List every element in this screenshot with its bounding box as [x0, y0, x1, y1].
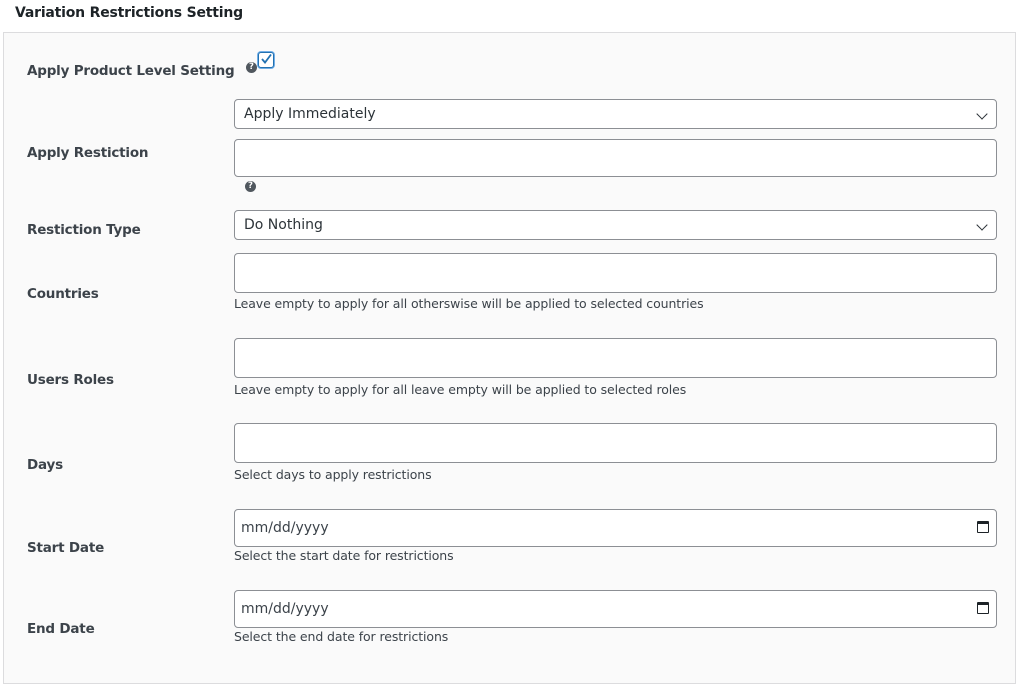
calendar-icon[interactable] — [977, 602, 989, 614]
apply-restriction-select[interactable] — [234, 99, 997, 129]
user-roles-label: Users Roles — [27, 372, 114, 388]
start-date-input[interactable] — [234, 509, 997, 547]
end-date-label: End Date — [27, 621, 95, 637]
apply-restriction-label: Apply Restiction — [27, 145, 149, 161]
restriction-type-label: Restiction Type — [27, 222, 141, 238]
question-icon[interactable]: ? — [246, 62, 257, 73]
end-date-help: Select the end date for restrictions — [234, 629, 449, 644]
check-icon — [260, 53, 273, 65]
countries-input[interactable] — [234, 253, 997, 293]
calendar-icon[interactable] — [977, 521, 989, 533]
end-date-placeholder: mm/dd/yyyy — [241, 601, 329, 617]
end-date-input[interactable] — [234, 590, 997, 628]
user-roles-input[interactable] — [234, 338, 997, 378]
apply-restriction-input[interactable] — [234, 139, 997, 177]
user-roles-help: Leave empty to apply for all leave empty will be applied to selected roles — [234, 382, 687, 397]
question-icon[interactable]: ? — [245, 181, 256, 192]
days-label: Days — [27, 457, 63, 473]
days-input[interactable] — [234, 423, 997, 463]
restriction-type-select-value: Do Nothing — [244, 217, 323, 233]
countries-label: Countries — [27, 286, 99, 302]
restriction-type-select[interactable] — [234, 210, 997, 240]
start-date-help: Select the start date for restrictions — [234, 548, 454, 563]
days-help: Select days to apply restrictions — [234, 467, 432, 482]
start-date-label: Start Date — [27, 540, 105, 556]
chevron-down-icon — [976, 219, 987, 230]
section-title: Variation Restrictions Setting — [15, 5, 243, 21]
product-level-checkbox[interactable] — [258, 52, 274, 68]
product-level-label: Apply Product Level Setting — [27, 63, 235, 79]
chevron-down-icon — [976, 108, 987, 119]
countries-help: Leave empty to apply for all otherswise will be applied to selected countries — [234, 296, 704, 311]
apply-restriction-select-value: Apply Immediately — [244, 106, 376, 122]
start-date-placeholder: mm/dd/yyyy — [241, 520, 329, 536]
